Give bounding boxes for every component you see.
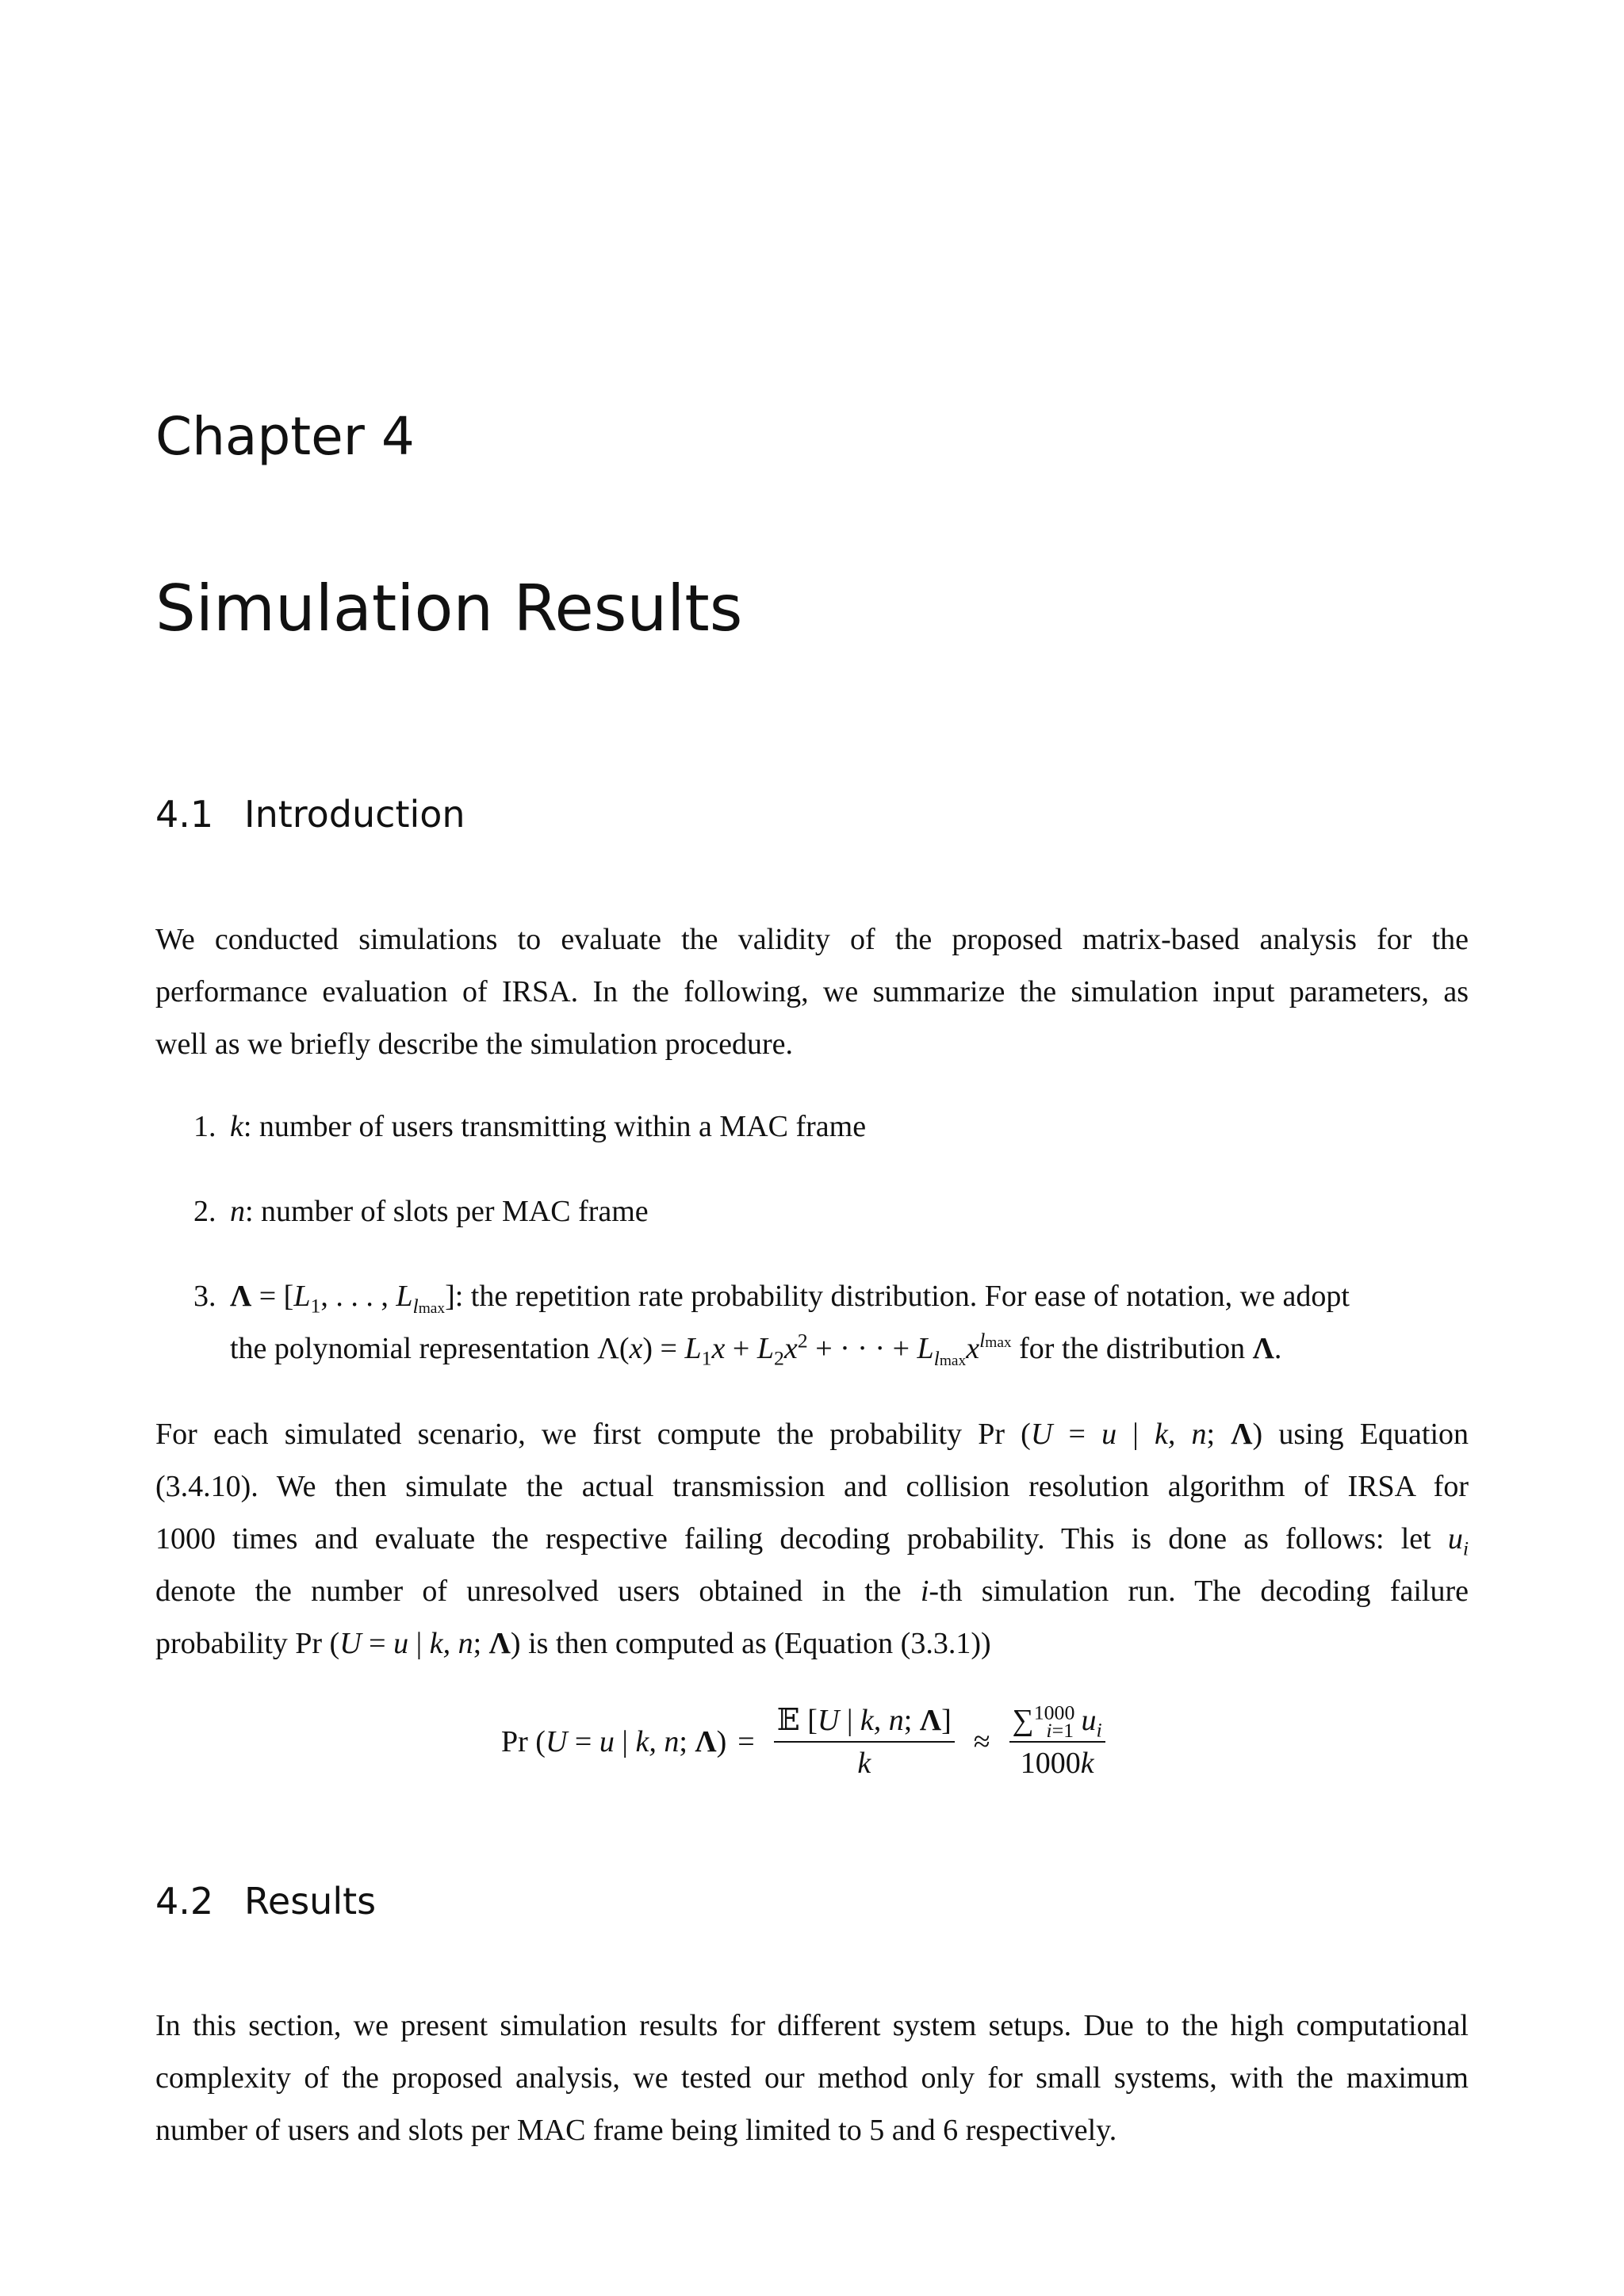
equation-fraction-expectation: $\frac{\text{𝔼 [U | k, n; Λ]}}{k}$ [774,1703,955,1781]
text-line [155,1408,1469,1460]
text-line: complexity of the proposed analysis, we tested our method only for small systems, with the maximum [155,2061,1469,2095]
display-equation: Pr (U = u | k, n; Λ) = $\frac{\text{𝔼 [U | k, n; Λ]}}{k}$ ≈ $\frac{\sum^{1000}_{i=1} u_i}{1000k}$ [501,1703,1113,1781]
equation-fraction-sum: $\frac{\sum^{1000}_{i=1} u_i}{1000k}$ [1009,1703,1105,1781]
chapter-label: Chapter 4 [155,406,415,467]
text-span: -th simulation run. The decoding failure [929,1575,1469,1608]
math-ui: $u_i$ [1447,1522,1469,1560]
list-text: the polynomial representation [230,1332,590,1365]
list-number: 1. [193,1110,216,1143]
list-number: 2. [193,1195,216,1228]
list-item [193,1100,1469,1153]
section-number: 4.2 [155,1880,214,1923]
section-title: Introduction [244,793,465,836]
list-text: for the distribution [1019,1332,1246,1365]
list-continuation: the polynomial representation $\Lambda(x) = L_1x + L_2x^2$ + · · · + $L_{lmax}x^{lmax}$ for the distribution Λ. [230,1329,1282,1370]
math-lambda-vector: $\Lambda = [L_1$, . . . , $L_{lmax}$] [230,1280,455,1318]
text-span: denote the number of unresolved users obtained in the [155,1575,902,1608]
text-span: probability [155,1627,288,1660]
results-paragraph [155,1999,1469,2156]
list-text: : the repetition rate probability distribution. For ease of notation, we adopt [454,1280,1350,1313]
math-i: i [920,1575,929,1608]
math-probability: Pr (U = u | k, n; Λ) [978,1418,1263,1451]
equation-lhs: Pr (U = u | k, n; Λ) [501,1725,727,1758]
math-symbol: n [230,1195,245,1228]
chapter-title: Simulation Results [155,572,743,645]
section-title: Results [244,1880,377,1923]
list-item [193,1185,1469,1238]
text-span: using Equation [1278,1418,1469,1451]
sum-upper-limit: 1000 [1033,1701,1075,1724]
text-line [155,1565,1469,1617]
sum-denominator: 1000k [1020,1747,1094,1780]
math-lambda: Λ [1252,1332,1274,1365]
text-line: (3.4.10). We then simulate the actual transmission and collision resolution algorithm of IRSA for [155,1470,1469,1503]
text-span: 1000 times and evaluate the respective failing decoding probability. This is done as follows: let [155,1522,1431,1556]
math-symbol: k [230,1110,243,1143]
list-text: : number of users transmitting within a MAC frame [243,1110,867,1143]
text-line [155,1617,1469,1670]
text-line: number of users and slots per MAC frame being limited to 5 and 6 respectively. [155,2114,1117,2147]
list-text: : number of slots per MAC frame [245,1195,649,1228]
section-heading-results [155,1880,377,1923]
text-line: In this section, we present simulation results for different system setups. Due to the high computational [155,2009,1469,2042]
text-span: is then computed as (Equation (3.3.1)) [528,1627,991,1660]
section-heading-introduction [155,793,465,836]
intro-paragraph [155,913,1469,1070]
list-number: 3. [193,1280,216,1313]
math-polynomial: $\Lambda(x) = L_1x + L_2x^2$ + · · · + $L_{lmax}x^{lmax}$ [597,1329,1012,1370]
section-number: 4.1 [155,793,214,836]
text-line [155,1513,1469,1565]
procedure-paragraph [155,1408,1469,1670]
text-span: For each simulated scenario, we first compute the probability [155,1418,963,1451]
text-line: performance evaluation of IRSA. In the following, we summarize the simulation input parameters, as [155,975,1469,1008]
list-item [193,1270,1469,1375]
text-line: We conducted simulations to evaluate the validity of the proposed matrix-based analysis for the [155,923,1469,956]
math-probability: Pr (U = u | k, n; Λ) [295,1627,521,1660]
text-line: well as we briefly describe the simulation procedure. [155,1027,794,1061]
